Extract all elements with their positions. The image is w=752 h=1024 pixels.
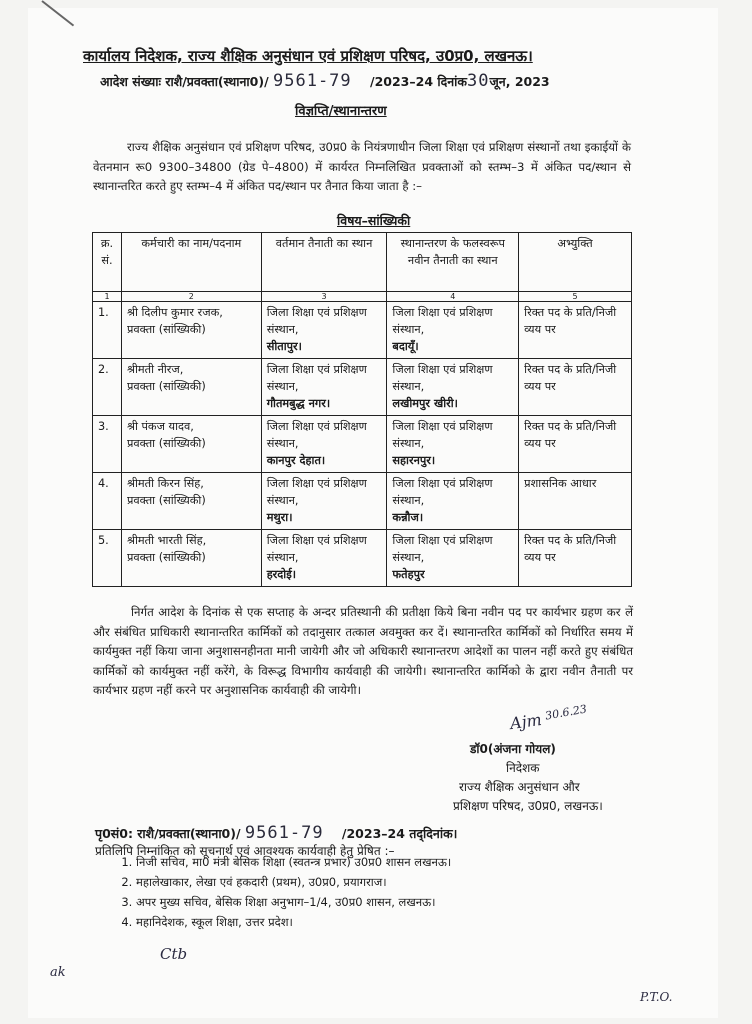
row-current-posting: [261, 416, 387, 473]
copy-to-list: [116, 852, 451, 932]
header-new-posting: स्थानान्तरण के फलस्वरूप नवीन तैनाती का स्थान: [387, 233, 519, 292]
row-sn: 4.: [93, 473, 122, 530]
row-remark: रिक्त पद के प्रति/निजी व्यय पर: [519, 530, 632, 587]
employee-name: श्री पंकज यादव,: [126, 420, 194, 433]
instructions-paragraph: निर्गत आदेश के दिनांक से एक सप्ताह के अन्दर प्रतिस्थानी की प्रतीक्षा किये बिना नवीन पद पर कार्यभार ग्रहण कर लें और संबंधित प्राधिकारी स्थानान्तरित कार्मिकों को तदानुसार तत्काल अवमुक्त कर दें। स्थानान्तरित कार्मिकों को निर्धारित समय में कार्यमुक्त नहीं किया जाना अनुशासनहीनता मानी जायेगी और जो अधिकारी स्थानान्तरण आदेशों का पालन नहीं करते हुए संबंधित कार्मिकों को कार्यमुक्त नहीं करेंगे, के विरूद्ध विभागीय कार्यवाही की जायेगी। स्थानान्तरित कार्मिको के द्वारा नवीन तैनाती पर कार्यभार ग्रहण नहीं करने पर अनुशासनिक कार्यवाही की जायेगी।: [93, 605, 633, 697]
current-place: कानपुर देहात।: [266, 454, 326, 467]
current-place: मथुरा।: [266, 511, 293, 524]
row-new-posting: [387, 416, 519, 473]
new-place: सहारनपुर।: [392, 454, 436, 467]
order-month: जून, 2023: [489, 74, 550, 89]
row-new-posting: [387, 359, 519, 416]
intro-paragraph: राज्य शैक्षिक अनुसंधान एवं प्रशिक्षण परिषद, उ0प्र0 के नियंत्रणाधीन जिला शिक्षा एवं प्रशिक्षण संस्थानों तथा इकाईयों के वेतनमान रू0 9300–34800 (ग्रेड पे–4800) में कार्यरत निम्नलिखित प्रवक्ताओं को स्तम्भ–3 में अंकित पद/स्थान से स्थानान्तरित करते हुए स्तम्भ–4 में अंकित पद/स्थान पर तैनात किया जाता है :–: [93, 140, 631, 193]
handwritten-initials: Ctb: [160, 945, 188, 963]
current-institute: जिला शिक्षा एवं प्रशिक्षण संस्थान,: [266, 477, 367, 507]
header-sn: क्र. सं.: [93, 233, 122, 292]
new-place: कन्नौज।: [392, 511, 424, 524]
employee-post: प्रवक्ता (सांख्यिकी): [126, 494, 206, 507]
new-institute: जिला शिक्षा एवं प्रशिक्षण संस्थान,: [392, 534, 493, 564]
row-remark: प्रशासनिक आधार: [519, 473, 632, 530]
notice-subject: विज्ञप्ति/स्थानान्तरण: [295, 104, 387, 119]
employee-name: श्रीमती भारती सिंह,: [126, 534, 207, 547]
row-remark: रिक्त पद के प्रति/निजी व्यय पर: [519, 416, 632, 473]
employee-post: प्रवक्ता (सांख्यिकी): [126, 551, 206, 564]
order-prefix: आदेश संख्याः राशै/प्रवक्ता(स्थाना0)/: [100, 74, 269, 89]
list-item: 1. निजी सचिव, मा0 मंत्री बेसिक शिक्षा (स्वतन्त्र प्रभार) उ0प्र0 शासन लखनऊ।: [136, 852, 451, 872]
list-item: 2. महालेखाकार, लेखा एवं हकदारी (प्रथम), उ0प्र0, प्रयागराज।: [136, 872, 451, 892]
col-num: 5: [519, 292, 632, 302]
header-current-posting: वर्तमान तैनाती का स्थान: [261, 233, 387, 292]
new-institute: जिला शिक्षा एवं प्रशिक्षण संस्थान,: [392, 306, 493, 336]
signatory-name: डॉ0(अंजना गोयल): [470, 742, 556, 756]
row-sn: 1.: [93, 302, 122, 359]
employee-post: प्रवक्ता (सांख्यिकी): [126, 380, 206, 393]
row-name-post: [121, 416, 261, 473]
signatory-org-line1: राज्य शैक्षिक अनुसंधान और: [459, 780, 580, 794]
list-item: 3. अपर मुख्य सचिव, बेसिक शिक्षा अनुभाग–1/4, उ0प्र0 शासन, लखनऊ।: [136, 892, 451, 912]
col-num: 4: [387, 292, 519, 302]
handwritten-initials-2: ak: [50, 965, 66, 980]
table-subject: विषय–सांख्यिकी: [337, 213, 411, 228]
new-place: लखीमपुर खीरी।: [392, 397, 458, 410]
current-place: सीतापुर।: [266, 340, 302, 353]
table-row: [93, 416, 632, 473]
signatory-org-line2: प्रशिक्षण परिषद, उ0प्र0, लखनऊ।: [453, 799, 603, 813]
current-institute: जिला शिक्षा एवं प्रशिक्षण संस्थान,: [266, 420, 367, 450]
new-place: फतेहपुर: [392, 568, 425, 581]
table-header-row: [93, 233, 632, 292]
transfer-table: [92, 232, 632, 587]
signatory-designation: निदेशक: [506, 761, 540, 775]
employee-post: प्रवक्ता (सांख्यिकी): [126, 437, 206, 450]
order-year: /2023–24 दिनांक: [370, 74, 468, 89]
new-institute: जिला शिक्षा एवं प्रशिक्षण संस्थान,: [392, 420, 493, 450]
row-current-posting: [261, 302, 387, 359]
signature-date: 30.6.23: [544, 702, 588, 723]
table-row: [93, 302, 632, 359]
row-name-post: [121, 473, 261, 530]
row-new-posting: [387, 473, 519, 530]
column-number-row: [93, 292, 632, 302]
header-name: कर्मचारी का नाम/पदनाम: [121, 233, 261, 292]
row-sn: 5.: [93, 530, 122, 587]
employee-name: श्रीमती किरन सिंह,: [126, 477, 204, 490]
table-row: [93, 473, 632, 530]
order-day-handwritten: 30: [467, 71, 490, 91]
col-num: 3: [261, 292, 387, 302]
row-current-posting: [261, 359, 387, 416]
employee-name: श्री दिलीप कुमार रजक,: [126, 306, 223, 319]
row-current-posting: [261, 473, 387, 530]
row-remark: रिक्त पद के प्रति/निजी व्यय पर: [519, 302, 632, 359]
reference-number-handwritten: 9561-79: [244, 823, 324, 843]
row-new-posting: [387, 302, 519, 359]
office-title: कार्यालय निदेशक, राज्य शैक्षिक अनुसंधान एवं प्रशिक्षण परिषद, उ0प्र0, लखनऊ।: [83, 47, 533, 65]
new-institute: जिला शिक्षा एवं प्रशिक्षण संस्थान,: [392, 477, 493, 507]
row-current-posting: [261, 530, 387, 587]
current-institute: जिला शिक्षा एवं प्रशिक्षण संस्थान,: [266, 534, 367, 564]
current-place: गौतमबुद्ध नगर।: [266, 397, 331, 410]
header-remark: अभ्युक्ति: [519, 233, 632, 292]
row-name-post: [121, 302, 261, 359]
pto-note: P.T.O.: [640, 990, 673, 1004]
current-institute: जिला शिक्षा एवं प्रशिक्षण संस्थान,: [266, 306, 367, 336]
reference-line: [95, 823, 457, 843]
employee-name: श्रीमती नीरज,: [126, 363, 184, 376]
row-new-posting: [387, 530, 519, 587]
order-line: [100, 71, 550, 91]
table-row: [93, 359, 632, 416]
reference-suffix: /2023–24 तद्‌दिनांक।: [341, 826, 458, 841]
col-num: 1: [93, 292, 122, 302]
list-item: 4. महानिदेशक, स्कूल शिक्षा, उत्तर प्रदेश।: [136, 912, 451, 932]
row-remark: रिक्त पद के प्रति/निजी व्यय पर: [519, 359, 632, 416]
reference-prefix: पृ0सं0: राशै/प्रवक्ता(स्थाना0)/: [95, 826, 241, 841]
handwritten-signature: Ajm: [508, 709, 543, 734]
row-name-post: [121, 359, 261, 416]
col-num: 2: [121, 292, 261, 302]
copy-heading: प्रतिलिपि निम्नांकित को सूचनार्थ एवं आवश्यक कार्यवाही हेतु प्रेषित :–: [95, 844, 395, 858]
new-place: बदायूँ।: [392, 340, 419, 353]
order-number-handwritten: 9561-79: [273, 71, 352, 91]
row-sn: 3.: [93, 416, 122, 473]
current-place: हरदोई।: [266, 568, 297, 581]
row-sn: 2.: [93, 359, 122, 416]
employee-post: प्रवक्ता (सांख्यिकी): [126, 323, 206, 336]
row-name-post: [121, 530, 261, 587]
new-institute: जिला शिक्षा एवं प्रशिक्षण संस्थान,: [392, 363, 493, 393]
current-institute: जिला शिक्षा एवं प्रशिक्षण संस्थान,: [266, 363, 367, 393]
table-row: [93, 530, 632, 587]
